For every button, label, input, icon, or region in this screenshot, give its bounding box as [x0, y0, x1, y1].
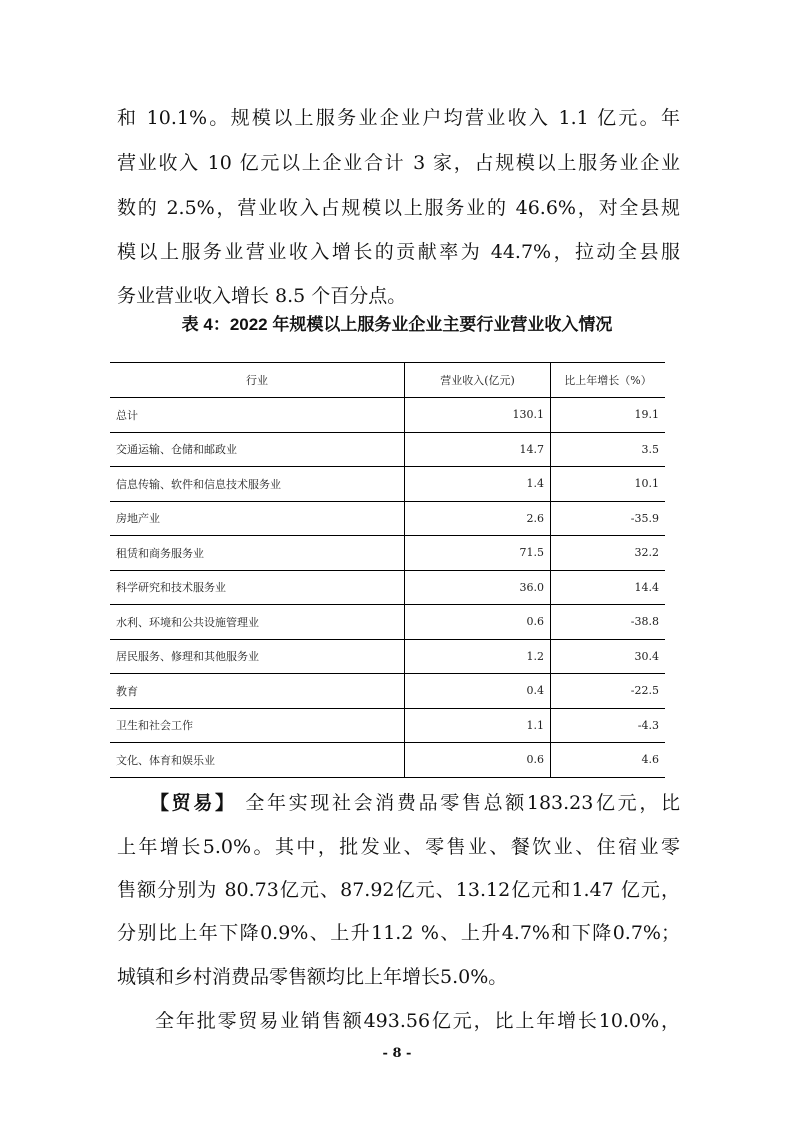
industry-cell: 总计	[110, 398, 405, 433]
growth-cell: 30.4	[551, 639, 666, 674]
industry-cell: 居民服务、修理和其他服务业	[110, 639, 405, 674]
industry-cell: 文化、体育和娱乐业	[110, 743, 405, 778]
table-row	[110, 536, 665, 571]
text-span: 全年实现社会消费品零售总额183.23亿元，比	[236, 792, 680, 814]
text-line: 务业营业收入增长 8.5 个百分点。	[117, 285, 407, 307]
page-number: - 8 -	[382, 1046, 412, 1061]
text-line: 城镇和乡村消费品零售额均比上年增长5.0%。	[117, 966, 508, 988]
industry-cell: 房地产业	[110, 501, 405, 536]
growth-cell: -35.9	[551, 501, 666, 536]
table-row	[110, 570, 665, 605]
text-line: 数的 2.5%，营业收入占规模以上服务业的 46.6%，对全县规	[117, 197, 680, 219]
industry-cell: 信息传输、软件和信息技术服务业	[110, 467, 405, 502]
text-line: 营业收入 10 亿元以上企业合计 3 家，占规模以上服务业企业	[117, 152, 680, 174]
text-line: 上年增长5.0%。其中，批发业、零售业、餐饮业、住宿业零	[117, 836, 680, 858]
table-row	[110, 605, 665, 640]
column-header-industry: 行业	[110, 363, 405, 398]
growth-cell: -22.5	[551, 674, 666, 709]
growth-cell: 3.5	[551, 432, 666, 467]
industry-cell: 卫生和社会工作	[110, 708, 405, 743]
table-row	[110, 674, 665, 709]
revenue-cell: 0.6	[405, 743, 551, 778]
table-row	[110, 398, 665, 433]
revenue-cell: 0.4	[405, 674, 551, 709]
text-line: 分别比上年下降0.9%、上升11.2 %、上升4.7%和下降0.7%；	[117, 922, 680, 944]
column-header-growth: 比上年增长（%）	[551, 363, 666, 398]
growth-cell: 32.2	[551, 536, 666, 571]
text-line: 和 10.1%。规模以上服务业企业户均营业收入 1.1 亿元。年	[117, 107, 680, 129]
industry-revenue-table	[110, 362, 665, 778]
revenue-cell: 71.5	[405, 536, 551, 571]
revenue-cell: 1.1	[405, 708, 551, 743]
revenue-cell: 1.4	[405, 467, 551, 502]
growth-cell: 19.1	[551, 398, 666, 433]
table-row	[110, 501, 665, 536]
industry-cell: 教育	[110, 674, 405, 709]
table-row	[110, 743, 665, 778]
section-heading-trade: 【贸易】	[150, 792, 237, 814]
table-caption: 表 4：2022 年规模以上服务业企业主要行业营业收入情况	[181, 315, 613, 334]
table-header-row	[110, 363, 665, 398]
industry-cell: 交通运输、仓储和邮政业	[110, 432, 405, 467]
table-row	[110, 639, 665, 674]
growth-cell: -38.8	[551, 605, 666, 640]
revenue-cell: 0.6	[405, 605, 551, 640]
growth-cell: -4.3	[551, 708, 666, 743]
text-line: 售额分别为 80.73亿元、87.92亿元、13.12亿元和1.47 亿元，	[117, 879, 680, 901]
text-line: 模以上服务业营业收入增长的贡献率为 44.7%，拉动全县服	[117, 241, 680, 263]
revenue-cell: 2.6	[405, 501, 551, 536]
growth-cell: 10.1	[551, 467, 666, 502]
column-header-revenue: 营业收入(亿元)	[405, 363, 551, 398]
table-row	[110, 467, 665, 502]
industry-cell: 租赁和商务服务业	[110, 536, 405, 571]
revenue-cell: 1.2	[405, 639, 551, 674]
wholesale-paragraph: 全年批零贸易业销售额493.56亿元，比上年增长10.0%，	[155, 1010, 680, 1032]
table-row	[110, 708, 665, 743]
revenue-cell: 130.1	[405, 398, 551, 433]
growth-cell: 4.6	[551, 743, 666, 778]
industry-cell: 水利、环境和公共设施管理业	[110, 605, 405, 640]
table-body	[110, 398, 665, 778]
text-line	[150, 790, 680, 816]
revenue-cell: 36.0	[405, 570, 551, 605]
table-row	[110, 432, 665, 467]
revenue-cell: 14.7	[405, 432, 551, 467]
industry-cell: 科学研究和技术服务业	[110, 570, 405, 605]
growth-cell: 14.4	[551, 570, 666, 605]
